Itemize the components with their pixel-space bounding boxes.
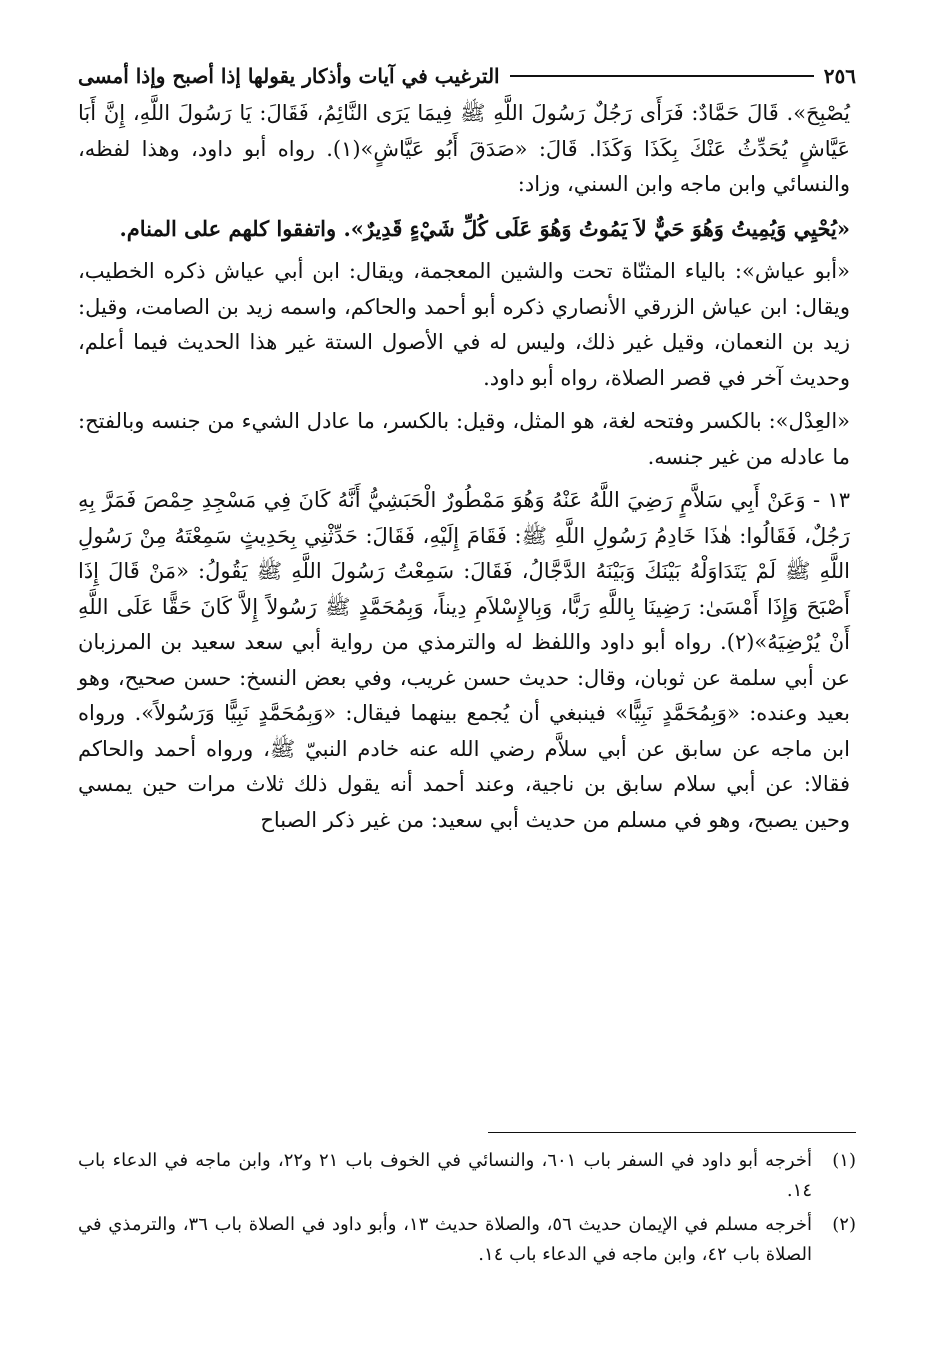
- header-rule: [510, 75, 814, 77]
- paragraph-adl-note: «العِدْل»: بالكسر وفتحه لغة، هو المثل، وقيل: بالكسر، ما عادل الشيء من جنسه وبالفتح: ما عادله من غير جنسه.: [78, 409, 850, 469]
- footnote-number: (١): [832, 1150, 856, 1171]
- footnote-text: أخرجه أبو داود في السفر باب ٦٠١، والنسائي في الخوف باب ٢١ و٢٢، وابن ماجه في الدعاء باب ١٤.: [78, 1150, 812, 1201]
- footnote-2: [78, 1210, 856, 1270]
- running-title: الترغيب في آيات وأذكار يقولها إذا أصبح وإذا أمسى: [78, 64, 500, 88]
- paragraph-abu-ayyash-note: «أبو عياش»: بالياء المثنّاة تحت والشين المعجمة، ويقال: ابن أبي عياش ذكره الخطيب، ويقال: ابن عياش الزرقي الأنصاري ذكره أبو أحمد والحاكم، واسمه زيد بن الصامت، وقيل: زيد بن النعمان، وقيل غير ذلك، وليس له في الأصول الستة غير هذا الحديث فيما أعلم، وحديث آخر في قصر الصلاة، رواه أبو داود.: [78, 259, 850, 390]
- footnote-number: (٢): [832, 1214, 856, 1235]
- page-number: ٢٥٦: [823, 64, 856, 88]
- paragraph-hadith-13: ١٣ - وَعَنْ أَبِي سَلاَّمٍ رَضِيَ اللَّهُ عَنْهُ وَهُوَ مَمْطُورٌ الْحَبَشِيُّ أَنَّهُ كَانَ فِي مَسْجِدِ حِمْصَ فَمَرَّ بِهِ رَجُلٌ، فَقَالُوا: هٰذَا خَادِمُ رَسُولِ اللَّهِ ﷺ: فَقَامَ إِلَيْهِ، فَقَالَ: حَدِّثْنِي بِحَدِيثٍ سَمِعْتَهُ مِنْ رَسُولِ اللَّهِ ﷺ لَمْ يَتَدَاوَلْهُ بَيْنَكَ وَبَيْنَهُ الدَّجَّالُ، فَقَالَ: سَمِعْتُ رَسُولَ اللَّهِ ﷺ يَقُولُ: «مَنْ قَالَ إِذَا أَصْبَحَ وَإِذَا أَمْسَىٰ: رَضِينَا بِاللَّهِ رَبًّا، وَبِالإِسْلاَمِ دِيناً، وَبِمُحَمَّدٍ ﷺ رَسُولاً إِلاَّ كَانَ حَقًّا عَلَى اللَّهِ أَنْ يُرْضِيَهُ»(٢). رواه أبو داود واللفظ له والترمذي من رواية أبي سعد سعيد بن المرزبان عن أبي سلمة عن ثوبان، وقال: حديث حسن غريب، وفي بعض النسخ: حسن صحيح، وهو بعيد وعنده: «وَبِمُحَمَّدٍ نَبِيًّا» فينبغي أن يُجمع بينهما فيقال: «وَبِمُحَمَّدٍ نَبِيًّا وَرَسُولاً». ورواه ابن ماجه عن سابق عن أبي سلاَّم رضي الله عنه خادم النبيّ ﷺ، ورواه أحمد والحاكم فقالا: عن أبي سلام سابق بن ناجية، وعند أحمد أنه يقول ذلك ثلاث مرات حين يمسي وحين يصبح، وهو في مسلم من حديث أبي سعيد: من غير ذكر الصباح: [78, 488, 850, 832]
- footnote-separator: [488, 1132, 856, 1133]
- running-header: [78, 58, 856, 94]
- footnotes: [78, 1146, 856, 1274]
- footnote-1: [78, 1146, 856, 1206]
- paragraph-hadith-continuation: يُصْبِحَ». قَالَ حَمَّادٌ: فَرَأَى رَجُلٌ رَسُولَ اللَّهِ ﷺ فِيمَا يَرَى النَّائِمُ، فَقَالَ: يَا رَسُولَ اللَّهِ، إِنَّ أَبَا عَيَّاشٍ يُحَدِّثُ عَنْكَ بِكَذَا وَكَذَا. قَالَ: «صَدَقَ أَبُو عَيَّاشٍ»(١). رواه أبو داود، وهذا لفظه، والنسائي وابن ماجه وابن السني، وزاد:: [78, 101, 850, 196]
- paragraph-addition: «يُحْيِي وَيُمِيتُ وَهُوَ حَيٌّ لاَ يَمُوتُ وَهُوَ عَلَى كُلِّ شَيْءٍ قَدِيرٌ». واتفقوا كلهم على المنام.: [119, 215, 850, 241]
- main-text: [78, 96, 850, 846]
- footnote-text: أخرجه مسلم في الإيمان حديث ٥٦، والصلاة حديث ١٣، وأبو داود في الصلاة باب ٣٦، والترمذي في الصلاة باب ٤٢، وابن ماجه في الدعاء باب ١٤.: [78, 1214, 812, 1265]
